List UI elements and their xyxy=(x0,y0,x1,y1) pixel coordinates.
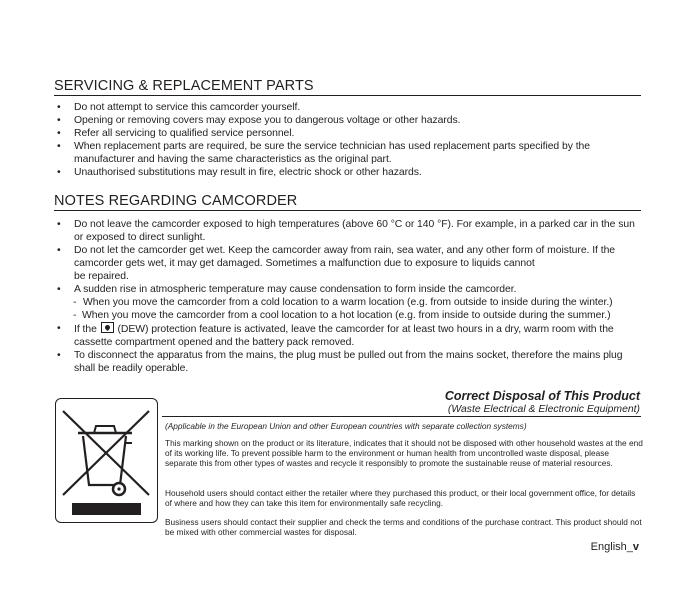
list-item: • Do not let the camcorder get wet. Keep the camcorder away from rain, sea water, and any other form of moisture. If the camcorder gets wet, it may get damaged. Sometimes a malfunction due to exposure to liquids cannot be repaired. xyxy=(57,245,616,282)
list-item: • Do not leave the camcorder exposed to high temperatures (above 60 °C or 140 °F). For example, in a parked car in the sun or exposed to direct sunlight. xyxy=(57,219,635,243)
list-item: • Unauthorised substitutions may result in fire, electric shock or other hazards. xyxy=(57,167,422,178)
page-number: v xyxy=(632,541,639,553)
list-item: • When replacement parts are required, be sure the service technician has used replacement parts specified by the manufacturer and having the same characteristics as the original part. xyxy=(57,141,590,165)
weee-symbol xyxy=(55,398,158,523)
bullet-icon: • xyxy=(57,141,61,152)
servicing-list xyxy=(54,101,644,179)
sub-list-item: - When you move the camcorder from a cool location to a hot location (e.g. from inside to outside during the summer.) xyxy=(73,310,611,321)
disposal-subtitle: (Waste Electrical & Electronic Equipment) xyxy=(447,404,640,415)
bullet-icon: • xyxy=(57,102,61,113)
sub-list-item: - When you move the camcorder from a cold location to a warm location (e.g. from outside to inside during the winter.) xyxy=(73,297,613,308)
list-item: • Do not attempt to service this camcorder yourself. xyxy=(57,102,301,113)
bullet-icon: • xyxy=(57,323,61,334)
bullet-icon: • xyxy=(57,284,61,295)
bullet-icon: • xyxy=(57,245,61,256)
disposal-note: (Applicable in the European Union and other European countries with separate collection systems) xyxy=(165,421,527,431)
disposal-title: Correct Disposal of This Product xyxy=(444,389,640,403)
dew-icon xyxy=(101,322,114,333)
bullet-icon: • xyxy=(57,350,61,361)
condensation-sublist xyxy=(54,296,644,322)
disposal-paragraph: Household users should contact either the retailer where they purchased this product, or their local government office, for details of where and how they can take this item for environmentally safe recycling. xyxy=(165,488,636,508)
list-item: • Refer all servicing to qualified service personnel. xyxy=(57,128,295,139)
page-footer xyxy=(591,541,639,554)
footer-language: English_ xyxy=(590,541,633,553)
list-item: • If the (DEW) protection feature is activated, leave the camcorder for at least two hours in a dry, warm room with the cassette compartment opened and the battery pack removed. xyxy=(57,323,614,348)
bullet-icon: • xyxy=(57,219,61,230)
bullet-icon: • xyxy=(57,128,61,139)
disposal-divider xyxy=(162,416,641,417)
dash-icon: - xyxy=(73,310,77,321)
disposal-paragraph: Business users should contact their supplier and check the terms and conditions of the purchase contract. This product should not be mixed with other commercial wastes for disposal. xyxy=(165,517,642,537)
bullet-icon: • xyxy=(57,167,61,178)
bullet-icon: • xyxy=(57,115,61,126)
list-item: • Opening or removing covers may expose you to dangerous voltage or other hazards. xyxy=(57,115,461,126)
dash-icon: - xyxy=(73,297,77,308)
section-title-notes: NOTES REGARDING CAMCORDER xyxy=(54,193,641,211)
list-item: • A sudden rise in atmospheric temperature may cause condensation to form inside the camcorder. - When you move the camcorder from a cold location to a warm location (e.g. from outside to inside during the winter.) - When you move the camcorder from a cool location to a hot location (e.g. from inside to outside during the summer.) xyxy=(54,283,644,322)
crossed-out-wheelie-bin-icon xyxy=(56,399,157,522)
disposal-paragraph: This marking shown on the product or its literature, indicates that it should not be disposed with other household wastes at the end of its working life. To prevent possible harm to the environment or human health from uncontrolled waste disposal, please separate this from other types of wastes and recycle it responsibly to promote the sustainable reuse of material resources. xyxy=(165,438,643,468)
list-item: • To disconnect the apparatus from the mains, the plug must be pulled out from the mains socket, therefore the mains plug shall be readily operable. xyxy=(57,350,623,374)
notes-list xyxy=(54,218,644,375)
section-title-servicing: SERVICING & REPLACEMENT PARTS xyxy=(54,78,641,96)
